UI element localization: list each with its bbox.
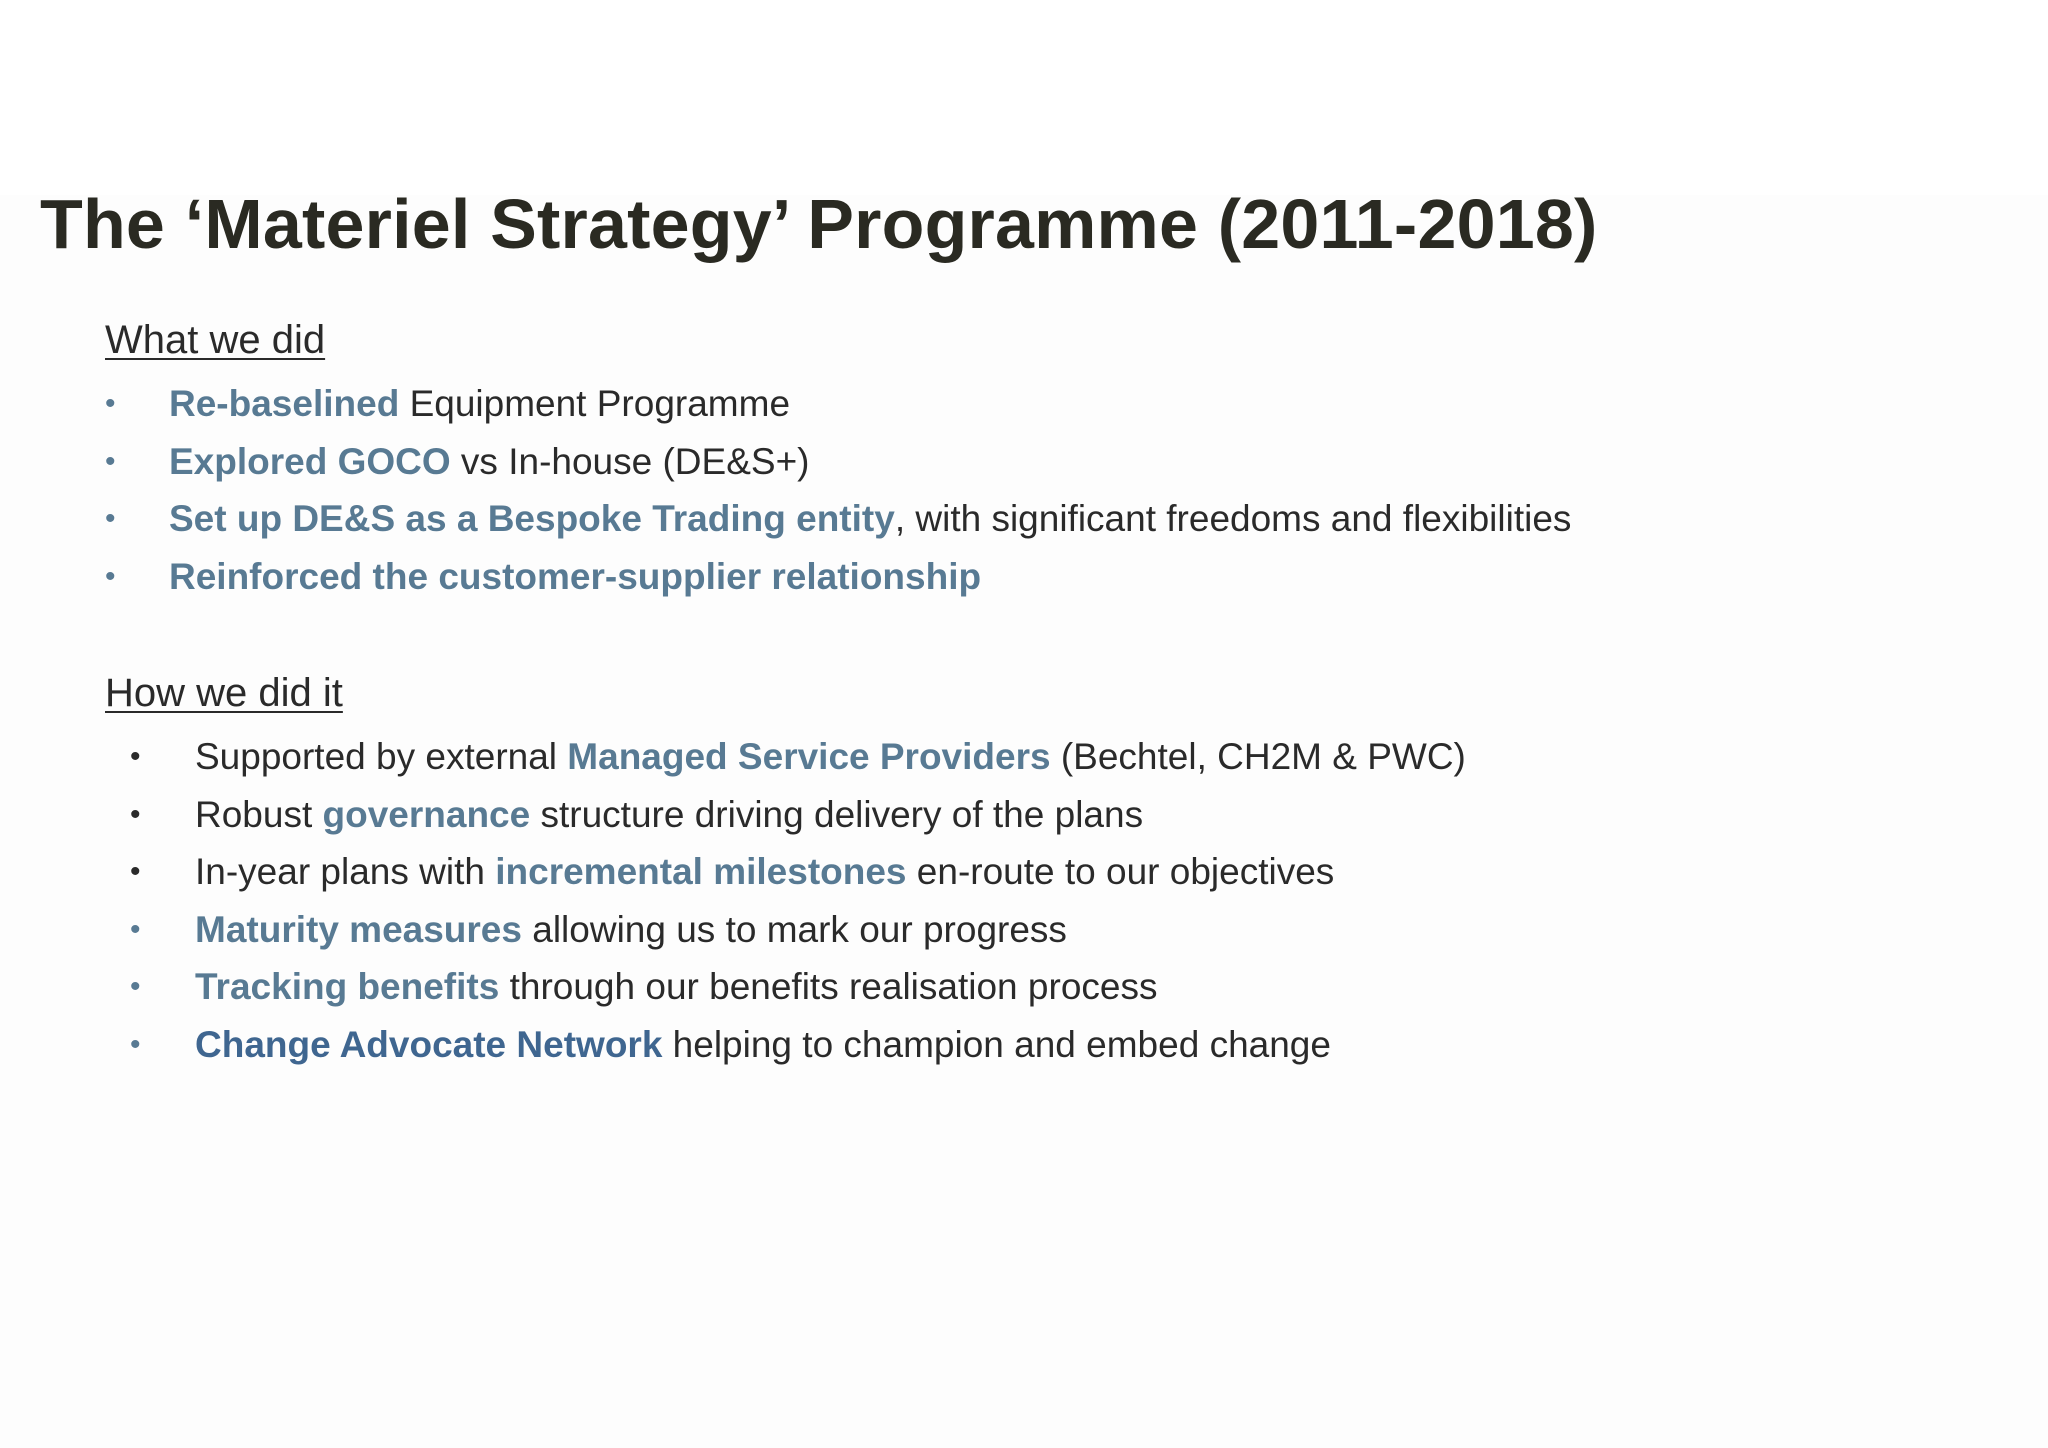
bullet-icon: • <box>130 912 141 946</box>
list-item-text <box>169 548 981 606</box>
section-heading-how-we-did-it: How we did it <box>105 671 343 715</box>
highlight-text: Re-baselined <box>169 383 400 424</box>
list-item-text <box>195 786 1143 844</box>
list-item-text <box>195 843 1334 901</box>
list-item-text <box>169 375 790 433</box>
body-text: through our benefits realisation process <box>499 966 1158 1008</box>
bullet-icon: • <box>130 740 141 773</box>
highlight-text: Reinforced the customer-supplier relationship <box>169 555 982 597</box>
body-text: allowing us to mark our progress <box>521 908 1067 950</box>
highlight-text: incremental milestones <box>495 851 907 893</box>
highlight-text: Set up DE&S as a Bespoke Trading entity <box>169 498 895 540</box>
body-text: Equipment Programme <box>399 383 791 424</box>
list-item-text <box>169 490 1571 548</box>
bullet-icon: • <box>105 559 116 593</box>
body-text: In-year plans with <box>195 851 496 893</box>
highlight-text: Managed Service Providers <box>567 736 1051 777</box>
bullet-icon: • <box>130 1027 141 1061</box>
body-text: , with significant freedoms and flexibilities <box>894 498 1572 540</box>
bullet-icon: • <box>105 444 116 478</box>
bullet-icon: • <box>105 387 116 420</box>
body-text: structure driving delivery of the plans <box>530 793 1144 835</box>
body-text: Supported by external <box>195 736 568 777</box>
bullet-icon: • <box>130 970 141 1004</box>
bullet-icon: • <box>130 855 141 889</box>
slide-title: The ‘Materiel Strategy’ Programme (2011-2018) <box>40 185 1598 263</box>
highlight-text: Change Advocate Network <box>195 1023 663 1065</box>
list-item-text <box>195 728 1466 786</box>
bullet-icon: • <box>130 797 141 831</box>
highlight-text: Explored GOCO <box>169 440 451 482</box>
body-text: en-route to our objectives <box>906 851 1335 893</box>
list-item-text <box>169 433 810 491</box>
body-text: helping to champion and embed change <box>662 1023 1331 1065</box>
list-item-text <box>195 958 1157 1016</box>
highlight-text: Tracking benefits <box>195 966 500 1008</box>
highlight-text: Maturity measures <box>195 908 522 950</box>
list-item-text <box>195 901 1067 959</box>
body-text: Robust <box>195 793 323 835</box>
section-heading-what-we-did: What we did <box>105 318 326 362</box>
body-text: vs In-house (DE&S+) <box>450 440 810 482</box>
highlight-text: governance <box>322 793 531 835</box>
list-item-text <box>195 1016 1331 1074</box>
body-text: (Bechtel, CH2M & PWC) <box>1050 736 1466 777</box>
bullet-icon: • <box>105 502 116 536</box>
